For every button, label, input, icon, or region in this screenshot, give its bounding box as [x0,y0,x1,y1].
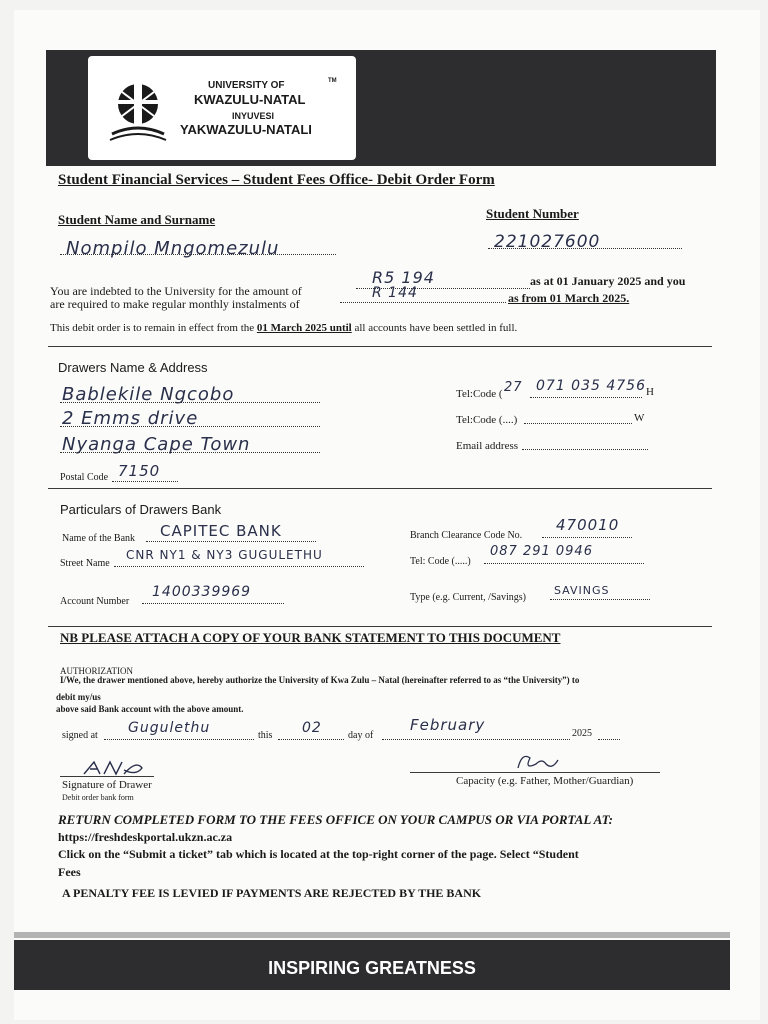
tel-h-label: Tel:Code ( [456,388,503,400]
drawer-name-value: Bablekile Ngcobo [62,384,235,405]
as-at-text: as at 01 January 2025 and you [530,274,686,288]
student-name-value: Nompilo Mngomezulu [66,238,280,259]
effect-post: all accounts have been settled in full. [354,322,518,334]
student-number-dots [488,248,682,249]
effect-date: 01 March 2025 until [256,322,352,334]
footer-slogan: INSPIRING GREATNESS [14,940,730,990]
portal-url[interactable]: https://freshdeskportal.ukzn.ac.za [58,830,233,844]
divider-2 [48,488,712,489]
account-value: 1400339969 [152,584,252,600]
capacity-label: Capacity (e.g. Father, Mother/Guardian) [456,775,634,787]
form-title: Student Financial Services – Student Fees Office- Debit Order Form [58,172,495,188]
student-name-dots [60,254,336,255]
branch-value: 470010 [556,516,620,534]
day-dots [278,739,344,740]
effect-text [50,322,517,334]
drawer-signature-line [60,776,154,777]
instalment-dots [340,302,506,303]
authorization-line-3: above said Bank account with the above amount. [56,704,244,714]
branch-label: Branch Clearance Code No. [410,530,523,541]
logo-line-4: YAKWAZULU-NATALI [180,122,312,137]
drawer-signature-sublabel: Debit order bank form [62,793,134,802]
footer-stripe [14,932,730,938]
signed-at-label: signed at [62,730,98,741]
day-value: 02 [302,720,322,736]
return-instruction: RETURN COMPLETED FORM TO THE FEES OFFICE ON YOUR CAMPUS OR VIA PORTAL AT: [58,812,613,827]
bank-name-dots [146,541,316,542]
logo-tm: TM [328,78,337,84]
day-of-label: day of [348,730,374,741]
bank-tel-label: Tel: Code (.....) [410,556,471,567]
authorization-line-1: I/We, the drawer mentioned above, hereby authorize the University of Kwa Zulu – Natal (hereinafter referred to as “the University”) to [60,675,580,685]
logo-line-1: UNIVERSITY OF [208,80,285,91]
drawer-address-1: 2 Emms drive [62,408,199,429]
street-label: Street Name [60,558,110,569]
postal-code-value: 7150 [118,462,161,480]
student-number-label: Student Number [486,206,579,221]
tel-h-suffix: H [646,386,654,398]
postal-code-label: Postal Code [60,472,109,483]
account-label: Account Number [60,596,130,607]
instalment-value: R 144 [372,285,418,301]
drawer-address-2-dots [60,452,320,453]
student-name-label: Student Name and Surname [58,212,216,227]
tel-w-label: Tel:Code (....) [456,414,518,426]
type-dots [550,599,650,600]
branch-dots [542,537,632,538]
capacity-signature-icon [512,748,562,774]
university-logo [88,56,356,160]
year-dots [598,739,620,740]
month-dots [382,739,570,740]
logo-line-2: KWAZULU-NATAL [194,92,306,107]
postal-code-dots [112,481,178,482]
university-emblem-icon [108,68,168,148]
account-dots [142,603,284,604]
type-value: SAVINGS [554,584,610,597]
drawer-section-title: Drawers Name & Address [58,360,208,375]
tel-h-code: 27 [504,380,523,395]
street-dots [114,566,364,567]
this-label: this [258,730,273,741]
email-label: Email address [456,440,519,452]
nb-notice: NB PLEASE ATTACH A COPY OF YOUR BANK STATEMENT TO THIS DOCUMENT [60,630,561,645]
penalty-notice: A PENALTY FEE IS LEVIED IF PAYMENTS ARE REJECTED BY THE BANK [62,886,482,900]
tel-h-dots [530,397,642,398]
bank-name-label: Name of the Bank [62,533,136,544]
authorization-heading: AUTHORIZATION [60,666,133,676]
bank-tel-dots [484,563,644,564]
year-value: 2025 [572,728,592,739]
drawer-address-1-dots [60,426,320,427]
indebted-text: You are indebted to the University for the amount of [50,284,302,298]
drawer-signature-label: Signature of Drawer [62,779,152,791]
signed-at-value: Gugulethu [128,720,211,736]
street-value: CNR NY1 & NY3 GUGULETHU [126,548,323,562]
authorization-line-2: debit my/us [56,692,101,702]
email-dots [522,449,648,450]
bank-name-value: CAPITEC BANK [160,522,282,540]
signed-at-dots [104,739,254,740]
bank-tel-value: 087 291 0946 [490,544,593,559]
drawer-name-dots [60,402,320,403]
month-value: February [410,716,486,734]
as-from-text: as from 01 March 2025. [508,291,630,305]
type-label: Type (e.g. Current, /Savings) [410,592,526,603]
tel-w-dots [524,423,632,424]
divider-3 [48,626,712,627]
effect-pre: This debit order is to remain in effect from the [50,322,255,334]
student-number-value: 221027600 [494,232,601,252]
amount-value: R5 194 [372,268,435,287]
instalments-text: are required to make regular monthly instalments of [50,297,300,311]
bank-section-title: Particulars of Drawers Bank [60,502,222,517]
divider-1 [48,346,712,347]
logo-line-3: INYUVESI [232,111,275,121]
tel-h-value: 071 035 4756 [536,378,646,394]
drawer-address-2: Nyanga Cape Town [62,434,251,455]
tel-w-suffix: W [634,412,645,424]
click-instruction-2: Fees [58,865,81,879]
capacity-line [410,772,660,773]
click-instruction-1: Click on the “Submit a ticket” tab which is located at the top-right corner of the page. Select “Student [58,847,579,861]
